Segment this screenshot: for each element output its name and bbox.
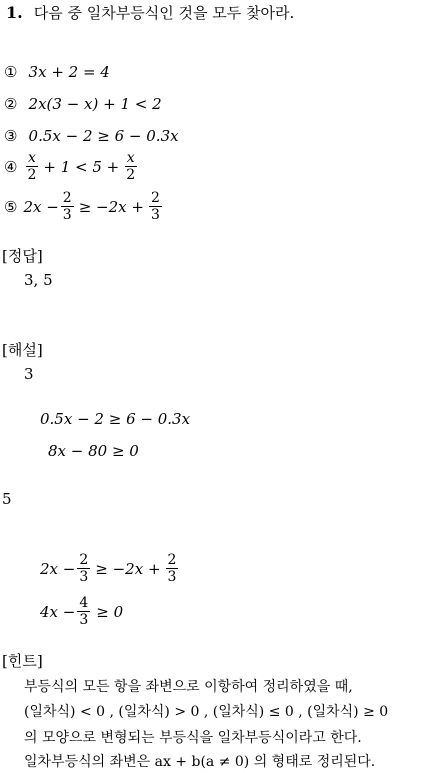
option-1 <box>4 62 110 81</box>
option-4: ④ $\frac{x}{2}$ + 1 < 5 + $\frac{x}{2}$ <box>4 150 136 183</box>
option-marker: ② <box>4 95 18 113</box>
solution-eq3-line1: 0.5x − 2 ≥ 6 − 0.3x <box>40 410 191 428</box>
solution-heading: [해설] <box>2 341 43 359</box>
option-2 <box>4 94 162 113</box>
hint-line-1: 부등식의 모든 항을 좌변으로 이항하여 정리하였을 때, <box>24 679 353 695</box>
fraction: $\frac{2}{3}$ <box>150 190 160 223</box>
solution-label-5: 5 <box>2 490 12 508</box>
fraction: $\frac{x}{2}$ <box>27 150 37 183</box>
question <box>6 2 294 23</box>
option-marker: ⑤ <box>4 197 18 216</box>
option-expression: 3x + 2 = 4 <box>28 63 110 81</box>
solution-eq5-line2: 4x − $\frac{4}{3}$ ≥ 0 <box>40 595 124 628</box>
option-marker: ① <box>4 63 18 81</box>
solution-eq5-line1: 2x − $\frac{2}{3}$ ≥ −2x + $\frac{2}{3}$ <box>40 552 177 585</box>
answer-value: 3, 5 <box>24 271 53 289</box>
question-text: 다음 중 일차부등식인 것을 모두 찾아라. <box>33 4 295 22</box>
question-number: 1. <box>6 3 23 22</box>
fraction: $\frac{2}{3}$ <box>167 552 177 585</box>
hint-line-4: 일차부등식의 좌변은 ax + b(a ≠ 0) 의 형태로 정리된다. <box>24 754 376 770</box>
fraction: $\frac{2}{3}$ <box>79 552 89 585</box>
option-3 <box>4 126 179 145</box>
hint-heading: [힌트] <box>2 652 43 670</box>
fraction: $\frac{2}{3}$ <box>62 190 72 223</box>
option-expression: 0.5x − 2 ≥ 6 − 0.3x <box>28 127 179 145</box>
fraction: $\frac{x}{2}$ <box>126 150 136 183</box>
answer-heading: [정답] <box>2 247 43 265</box>
fraction: $\frac{4}{3}$ <box>79 595 89 628</box>
option-5: ⑤ 2x − $\frac{2}{3}$ ≥ −2x + $\frac{2}{3}$ <box>4 190 160 223</box>
hint-line-2: (일차식) < 0 , (일차식) > 0 , (일차식) ≤ 0 , (일차식) ≥ 0 <box>24 704 389 720</box>
option-expression: 2x(3 − x) + 1 < 2 <box>28 95 162 113</box>
solution-label-3: 3 <box>24 365 34 383</box>
solution-eq3-line2: 8x − 80 ≥ 0 <box>48 442 139 460</box>
hint-line-3: 의 모양으로 변형되는 부등식을 일차부등식이라고 한다. <box>24 730 362 746</box>
option-marker: ④ <box>4 157 18 176</box>
option-marker: ③ <box>4 127 18 145</box>
